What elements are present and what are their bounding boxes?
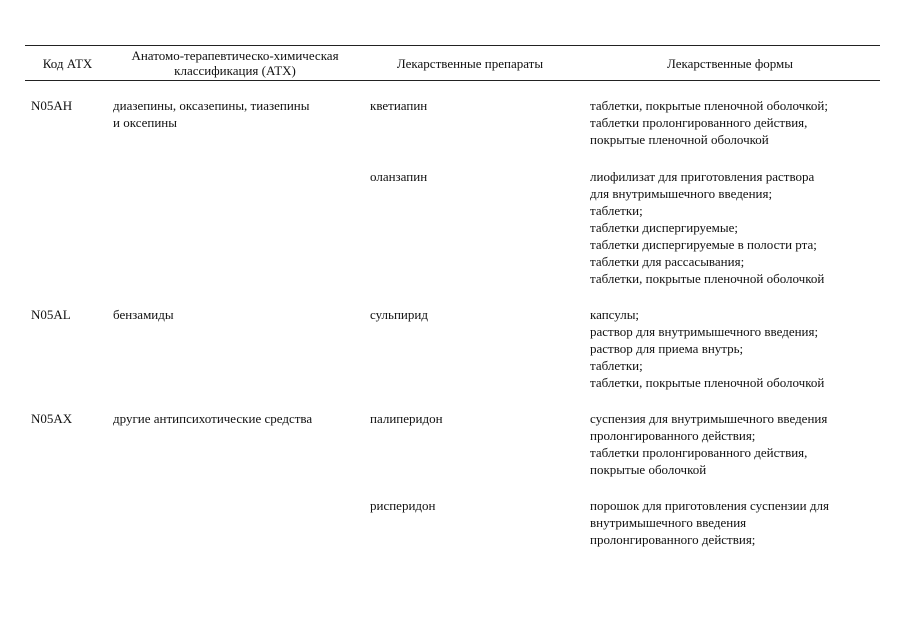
dosage-form-line: для внутримышечного введения;	[590, 186, 773, 201]
dosage-form-line: таблетки для рассасывания;	[590, 254, 745, 269]
dosage-form-line: раствор для внутримышечного введения;	[590, 324, 819, 339]
header-drugs-label: Лекарственные препараты	[396, 55, 544, 71]
dosage-forms	[590, 497, 829, 548]
dosage-form-line: таблетки диспергируемые;	[590, 220, 738, 235]
header-forms	[580, 46, 880, 80]
dosage-form-line: таблетки;	[590, 358, 643, 373]
dosage-form-line: таблетки, покрытые пленочной оболочкой;	[590, 98, 828, 113]
dosage-form-line: внутримышечного введения	[590, 515, 747, 530]
atc-code: N05AL	[31, 307, 71, 322]
dosage-form-line: таблетки диспергируемые в полости рта;	[590, 237, 817, 252]
dosage-form-line: покрытые оболочкой	[590, 462, 707, 477]
drug-name: сульпирид	[370, 307, 428, 322]
atc-class-line: бензамиды	[113, 307, 174, 322]
header-code-label: Код АТХ	[42, 55, 93, 71]
header-classification-line1: Анатомо-терапевтическо-химическая	[131, 48, 339, 63]
header-classification	[110, 46, 360, 80]
atc-class-line: другие антипсихотические средства	[113, 411, 313, 426]
header-classification-line2: классификация (АТХ)	[174, 63, 296, 78]
dosage-forms	[590, 410, 827, 478]
dosage-form-line: покрытые пленочной оболочкой	[590, 132, 769, 147]
header-drugs	[360, 46, 580, 80]
dosage-form-line: таблетки пролонгированного действия,	[590, 445, 808, 460]
drug-name: оланзапин	[370, 169, 428, 184]
dosage-form-line: таблетки, покрытые пленочной оболочкой	[590, 271, 825, 286]
header-forms-label: Лекарственные формы	[666, 55, 794, 71]
drug-name: кветиапин	[370, 98, 428, 113]
dosage-form-line: таблетки, покрытые пленочной оболочкой	[590, 375, 825, 390]
atc-class-line: и оксепины	[113, 115, 178, 130]
dosage-forms	[590, 97, 828, 148]
dosage-form-line: пролонгированного действия;	[590, 428, 756, 443]
header-code	[25, 46, 110, 80]
dosage-form-line: порошок для приготовления суспензии для	[590, 498, 829, 513]
dosage-form-line: лиофилизат для приготовления раствора	[590, 169, 815, 184]
atc-class-line: диазепины, оксазепины, тиазепины	[113, 98, 310, 113]
dosage-form-line: суспензия для внутримышечного введения	[590, 411, 828, 426]
atc-class	[113, 306, 174, 323]
drug-name: палиперидон	[370, 411, 443, 426]
dosage-forms	[590, 168, 824, 287]
dosage-form-line: таблетки;	[590, 203, 643, 218]
dosage-form-line: пролонгированного действия;	[590, 532, 756, 547]
atc-code: N05AX	[31, 411, 73, 426]
table-header-rule	[25, 80, 880, 81]
atc-code: N05AH	[31, 98, 73, 113]
drug-name: рисперидон	[370, 498, 436, 513]
dosage-form-line: капсулы;	[590, 307, 640, 322]
atc-class	[113, 97, 309, 131]
dosage-forms	[590, 306, 824, 391]
dosage-form-line: таблетки пролонгированного действия,	[590, 115, 808, 130]
atc-class	[113, 410, 312, 427]
dosage-form-line: раствор для приема внутрь;	[590, 341, 744, 356]
